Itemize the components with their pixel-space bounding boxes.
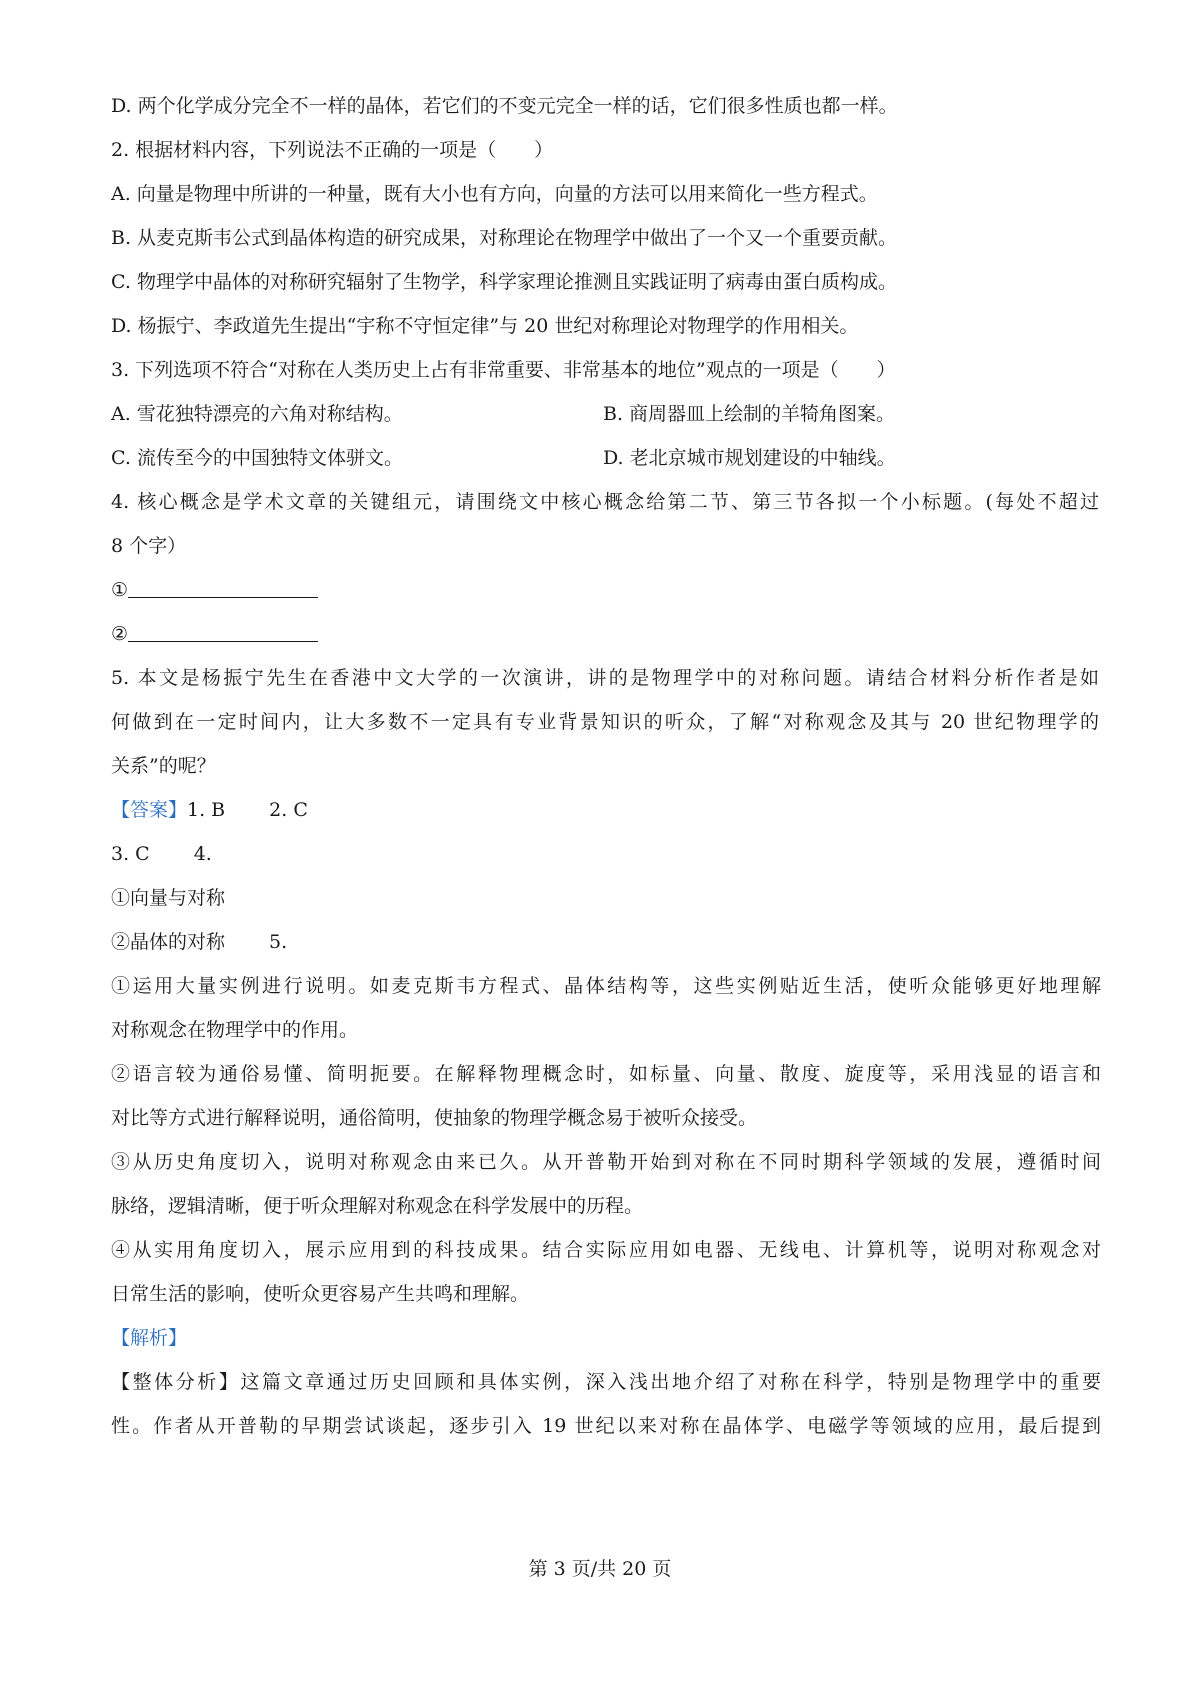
q3-option-a: A. 雪花独特漂亮的六角对称结构。: [111, 403, 403, 425]
q1-option-d: D. 两个化学成分完全不一样的晶体，若它们的不变元完全一样的话，它们很多性质也都一样。: [111, 95, 898, 117]
answer-5-point-2-cont: 对比等方式进行解释说明，通俗简明，使抽象的物理学概念易于被听众接受。: [111, 1107, 758, 1129]
answer-2: 2. C: [269, 799, 308, 821]
q2-option-c: C. 物理学中晶体的对称研究辐射了生物学，科学家理论推测且实践证明了病毒由蛋白质构成。: [111, 271, 897, 293]
answer-label: 【答案】: [111, 799, 188, 821]
answer-line-1: [111, 797, 1101, 823]
answer-4-item-2: ②晶体的对称: [111, 931, 226, 953]
answer-5-point-4: ④从实用角度切入，展示应用到的科技成果。结合实际应用如电器、无线电、计算机等，说明对称观念对: [111, 1239, 1101, 1261]
question-5-cont-1: 何做到在一定时间内，让大多数不一定具有专业背景知识的听众，了解“对称观念及其与 20 世纪物理学的: [111, 711, 1099, 733]
answer-3: 3. C: [111, 843, 150, 865]
question-5-cont-2: 关系”的呢？: [111, 755, 216, 777]
answer-5-point-2: ②语言较为通俗易懂、简明扼要。在解释物理概念时，如标量、向量、散度、旋度等，采用浅显的语言和: [111, 1063, 1101, 1085]
page-number: 第 3 页/共 20 页: [528, 1558, 672, 1580]
q3-option-c: C. 流传至今的中国独特文体骈文。: [111, 447, 403, 469]
q2-option-d: D. 杨振宁、李政道先生提出“宇称不守恒定律”与 20 世纪对称理论对物理学的作用相关。: [111, 315, 859, 337]
question-4: 4. 核心概念是学术文章的关键组元，请围绕文中核心概念给第二节、第三节各拟一个小标题。(每处不超过: [111, 491, 1099, 513]
question-5: 5. 本文是杨振宁先生在香港中文大学的一次演讲，讲的是物理学中的对称问题。请结合材料分析作者是如: [111, 667, 1099, 689]
answer-5-label: 5.: [269, 931, 288, 953]
answer-5-point-1: ①运用大量实例进行说明。如麦克斯韦方程式、晶体结构等，这些实例贴近生活，使听众能够更好地理解: [111, 975, 1101, 997]
answer-line-2: [111, 841, 1101, 867]
q2-option-b: B. 从麦克斯韦公式到晶体构造的研究成果，对称理论在物理学中做出了一个又一个重要贡献。: [111, 227, 898, 249]
answer-4-item-1: ①向量与对称: [111, 887, 226, 909]
question-2: 2. 根据材料内容，下列说法不正确的一项是（ ）: [111, 139, 554, 161]
q2-option-a: A. 向量是物理中所讲的一种量，既有大小也有方向，向量的方法可以用来简化一些方程式。: [111, 183, 878, 205]
question-4-cont: 8 个字）: [111, 535, 187, 557]
answer-4-item-2-line: [111, 929, 1101, 955]
answer-5-point-3: ③从历史角度切入，说明对称观念由来已久。从开普勒开始到对称在不同时期科学领域的发展，遵循时间: [111, 1151, 1101, 1173]
overall-analysis-text: 这篇文章通过历史回顾和具体实例，深入浅出地介绍了对称在科学，特别是物理学中的重要: [240, 1371, 1101, 1393]
answer-5-point-4-cont: 日常生活的影响，使听众更容易产生共鸣和理解。: [111, 1283, 530, 1305]
q3-option-b: B. 商周器皿上绘制的羊犄角图案。: [603, 403, 896, 425]
q4-blank-1-line: [128, 579, 318, 598]
q4-blank-1-label: ①: [111, 579, 129, 601]
q4-blank-1: [111, 577, 1101, 603]
q4-blank-2-line: [128, 623, 318, 642]
overall-analysis: [111, 1369, 1101, 1395]
overall-analysis-cont: 性。作者从开普勒的早期尝试谈起，逐步引入 19 世纪以来对称在晶体学、电磁学等领域的应用，最后提到: [111, 1415, 1101, 1437]
question-3: 3. 下列选项不符合“对称在人类历史上占有非常重要、非常基本的地位”观点的一项是（ ）: [111, 359, 896, 381]
overall-analysis-label: 【整体分析】: [111, 1371, 241, 1393]
answer-5-point-3-cont: 脉络，逻辑清晰，便于听众理解对称观念在科学发展中的历程。: [111, 1195, 644, 1217]
analysis-label: 【解析】: [111, 1327, 188, 1349]
q3-option-d: D. 老北京城市规划建设的中轴线。: [603, 447, 896, 469]
q4-blank-2: [111, 621, 1101, 647]
answer-1: 1. B: [187, 799, 226, 821]
q4-blank-2-label: ②: [111, 623, 129, 645]
answer-5-point-1-cont: 对称观念在物理学中的作用。: [111, 1019, 359, 1041]
answer-4-label: 4.: [193, 843, 212, 865]
